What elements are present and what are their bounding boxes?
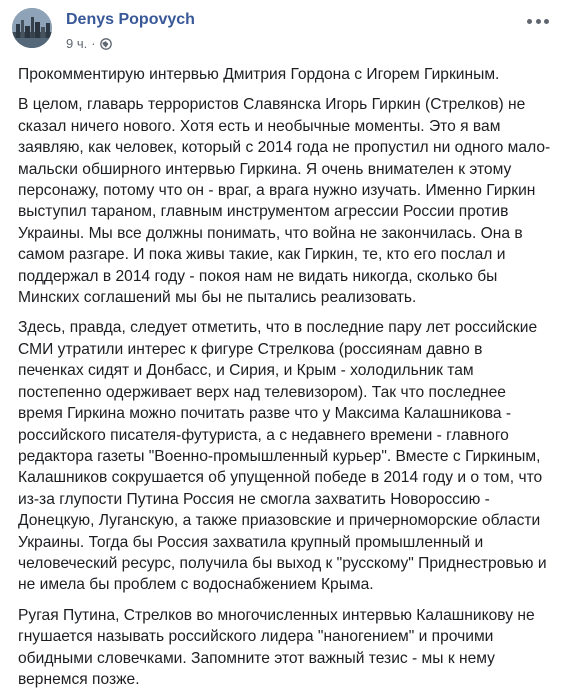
post-timestamp[interactable]: 9 ч. [66, 36, 88, 51]
author-name[interactable]: Denys Popovych [66, 11, 195, 28]
post-paragraph: Прокомментирую интервью Дмитрия Гордона с Игорем Гиркиным. [18, 66, 500, 83]
post-body [18, 64, 552, 699]
city-skyline-photo [12, 8, 52, 48]
more-options-icon[interactable] [527, 14, 549, 28]
post-header [0, 0, 563, 60]
post-paragraph: Здесь, правда, следует отметить, что в последние пару лет российские СМИ утратили интерес к фигуре Стрелкова (россиянам давно в печенках сидят и Донбасс, и Сирия, и Крым - холодильник там постепенно одерживает верх над телевизором). Так что последнее время Гиркина можно почитать разве что у Максима Калашникова - российского писателя-футуриста, а с недавнего времени - главного редактора газеты "Военно-промышленный курьер". Вместе с Гиркиным, Калашников сокрушается об упущенной победе в 2014 году и о том, что из-за глупости Путина Россия не смогла захватить Новороссию - Донецкую, Луганскую, а также приазовские и причерноморские области Украины. Тогда бы Россия захватила крупный промышленный и человеческий ресурс, получила бы выход к "русскому" Приднестровью и не имела бы проблем с водоснабжением Крыма. [18, 319, 547, 594]
globe-icon[interactable] [100, 38, 112, 50]
meta-separator: · [91, 36, 96, 51]
post-paragraph: В целом, главарь террористов Славянска Игорь Гиркин (Стрелков) не сказал ничего нового. Хотя есть и необычные моменты. Это я вам заявляю, как человек, который с 2014 года не пропустил ни одного мало-мальски обширного интервью Гиркина. Я очень внимателен к этому персонажу, потому что он - враг, а врага нужно изучать. Именно Гиркин выступил тараном, главным инструментом агрессии России против Украины. Мы все должны понимать, что война не закончилась. Она в самом разгаре. И пока живы такие, как Гиркин, те, кто его послал и поддержал в 2014 году - покоя нам не видать никогда, сколько бы Минских соглашений мы бы не пытались реализовать. [18, 96, 551, 307]
post-meta [66, 36, 112, 51]
post-paragraph: Ругая Путина, Стрелков во многочисленных интервью Калашникову не гнушается называть российского лидера "наногением" и прочими обидными словечками. Запомните этот важный тезис - мы к нему вернемся позже. [18, 606, 535, 688]
avatar[interactable] [12, 8, 52, 48]
